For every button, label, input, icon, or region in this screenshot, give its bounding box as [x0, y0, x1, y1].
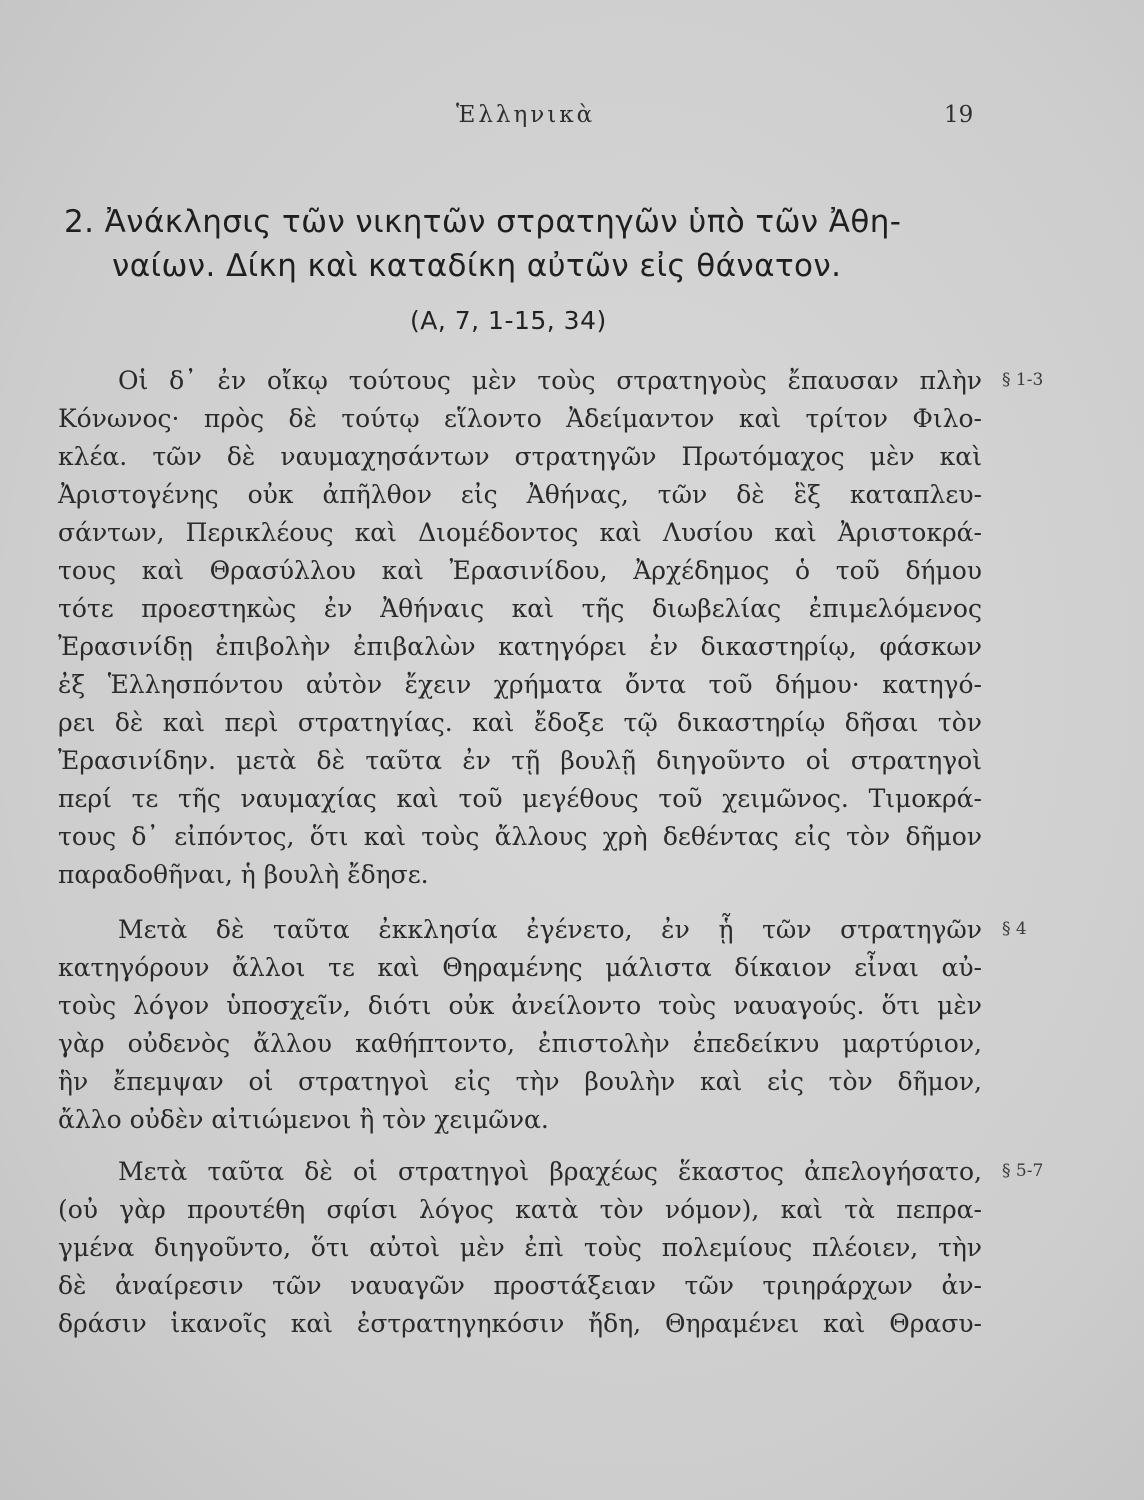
text-line: Ἐρασινίδῃ ἐπιβολὴν ἐπιβαλὼν κατηγόρει ἐν δικαστηρίῳ, φάσκων — [58, 632, 982, 661]
text-line: ρει δὲ καὶ περὶ στρατηγίας. καὶ ἔδοξε τῷ δικαστηρίῳ δῆσαι τὸν — [58, 708, 982, 737]
page-number: 19 — [944, 102, 974, 128]
text-line: τοὺς λόγον ὑποσχεῖν, διότι οὐκ ἀνείλοντο τοὺς ναυαγούς. ὅτι μὲν — [58, 991, 982, 1020]
text-line: Μετὰ ταῦτα δὲ οἱ στρατηγοὶ βραχέως ἕκαστος ἀπελογήσατο, — [118, 1157, 982, 1186]
section-heading-line-1: 2. Ἀνάκλησις τῶν νικητῶν στρατηγῶν ὑπὸ τῶν Ἀθη- — [64, 204, 902, 240]
text-line: Ἐρασινίδην. μετὰ δὲ ταῦτα ἐν τῇ βουλῇ διηγοῦντο οἱ στρατηγοὶ — [58, 746, 982, 775]
text-line: δράσιν ἱκανοῖς καὶ ἐστρατηγηκόσιν ἤδη, Θηραμένει καὶ Θρασυ- — [58, 1309, 982, 1338]
source-reference: (Α, 7, 1-15, 34) — [410, 306, 607, 335]
margin-reference: § 4 — [1002, 919, 1027, 939]
text-line: Οἱ δ᾽ ἐν οἴκῳ τούτους μὲν τοὺς στρατηγοὺς ἔπαυσαν πλὴν — [118, 366, 982, 395]
text-line: γμένα διηγοῦντο, ὅτι αὐτοὶ μὲν ἐπὶ τοὺς πολεμίους πλέοιεν, τὴν — [58, 1233, 982, 1262]
text-line: σάντων, Περικλέους καὶ Διομέδοντος καὶ Λυσίου καὶ Ἀριστοκρά- — [58, 518, 982, 547]
text-line: ἣν ἔπεμψαν οἱ στρατηγοὶ εἰς τὴν βουλὴν καὶ εἰς τὸν δῆμον, — [58, 1067, 982, 1096]
text-line: περί τε τῆς ναυμαχίας καὶ τοῦ μεγέθους τοῦ χειμῶνος. Τιμοκρά- — [58, 784, 982, 813]
text-line: Ἀριστογένης οὐκ ἀπῆλθον εἰς Ἀθήνας, τῶν δὲ ἓξ καταπλευ- — [58, 480, 982, 509]
text-line: παραδοθῆναι, ἡ βουλὴ ἔδησε. — [58, 860, 429, 889]
text-line: γὰρ οὐδενὸς ἄλλου καθήπτοντο, ἐπιστολὴν ἐπεδείκνυ μαρτύριον, — [58, 1029, 982, 1058]
margin-reference: § 1-3 — [1002, 370, 1044, 390]
text-line: δὲ ἀναίρεσιν τῶν ναυαγῶν προστάξειαν τῶν τριηράρχων ἀν- — [58, 1271, 982, 1300]
section-heading — [64, 200, 984, 288]
running-title: Ἑλληνικὰ — [456, 102, 596, 128]
text-line: κατηγόρουν ἄλλοι τε καὶ Θηραμένης μάλιστα δίκαιον εἶναι αὐ- — [58, 953, 982, 982]
text-line: τους δ᾽ εἰπόντος, ὅτι καὶ τοὺς ἄλλους χρὴ δεθέντας εἰς τὸν δῆμον — [58, 822, 982, 851]
text-line: κλέα. τῶν δὲ ναυμαχησάντων στρατηγῶν Πρωτόμαχος μὲν καὶ — [58, 442, 982, 471]
text-line: τότε προεστηκὼς ἐν Ἀθήναις καὶ τῆς διωβελίας ἐπιμελόμενος — [58, 594, 982, 623]
text-line: (οὐ γὰρ προυτέθη σφίσι λόγος κατὰ τὸν νόμον), καὶ τὰ πεπρα- — [58, 1195, 982, 1224]
text-line: Κόνωνος· πρὸς δὲ τούτῳ εἵλοντο Ἀδείμαντον καὶ τρίτον Φιλο- — [58, 404, 982, 433]
text-line: ἄλλο οὐδὲν αἰτιώμενοι ἢ τὸν χειμῶνα. — [58, 1105, 549, 1134]
text-line: Μετὰ δὲ ταῦτα ἐκκλησία ἐγένετο, ἐν ᾗ τῶν στρατηγῶν — [118, 915, 982, 944]
margin-reference: § 5-7 — [1002, 1161, 1044, 1181]
text-line: τους καὶ Θρασύλλου καὶ Ἐρασινίδου, Ἀρχέδημος ὁ τοῦ δήμου — [58, 556, 982, 585]
running-header — [0, 102, 1144, 136]
section-heading-line-2: ναίων. Δίκη καὶ καταδίκη αὐτῶν εἰς θάνατον. — [112, 248, 842, 284]
text-line: ἐξ Ἑλλησπόντου αὐτὸν ἔχειν χρήματα ὄντα τοῦ δήμου· κατηγό- — [58, 670, 982, 699]
